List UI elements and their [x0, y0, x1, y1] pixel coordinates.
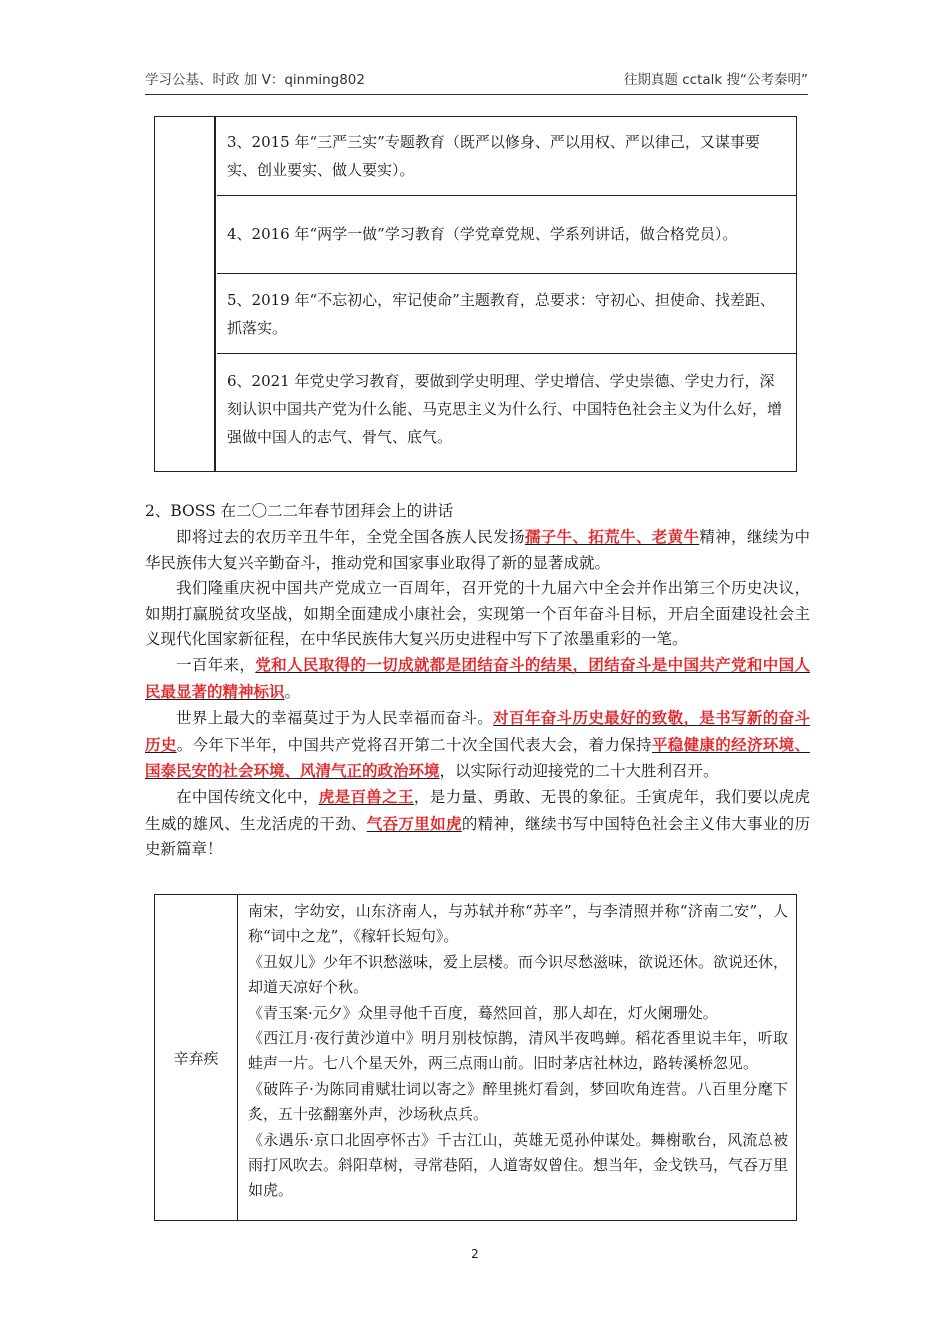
- table-row: 3、2015 年“三严三实”专题教育（既严以修身、严以用权、严以律己，又谋事要实、创业要实、做人要实）。: [217, 117, 796, 196]
- poet-line: 《破阵子·为陈同甫赋壮词以寄之》醉里挑灯看剑，梦回吹角连营。八百里分麾下炙，五十弦翻塞外声，沙场秋点兵。: [248, 1079, 788, 1124]
- page-header: [145, 66, 808, 95]
- header-right-text: 往期真题 cctalk 搜“公考秦明”: [623, 72, 808, 88]
- paragraph: 即将过去的农历辛丑牛年，全党全国各族人民发扬孺子牛、拓荒牛、老黄牛精神，继续为中华民族伟大复兴辛勤奋斗，推动党和国家事业取得了新的显著成就。: [145, 527, 810, 572]
- poet-name: 辛弃疾: [173, 1049, 219, 1067]
- paragraph: 在中国传统文化中，虎是百兽之王，是力量、勇敢、无畏的象征。壬寅虎年，我们要以虎虎生威的雄风、生龙活虎的干劲、气吞万里如虎的精神，继续书写中国特色社会主义伟大事业的历史新篇章！: [145, 787, 810, 859]
- highlight: 孺子牛、拓荒牛、老黄牛: [524, 527, 700, 547]
- speech-section: [145, 499, 810, 863]
- header-left-text: 学习公基、时政 加 V：qinming802: [145, 72, 365, 88]
- paragraph: 我们隆重庆祝中国共产党成立一百周年，召开党的十九届六中全会并作出第三个历史决议，如期打赢脱贫攻坚战，如期全面建成小康社会，实现第一个百年奋斗目标，开启全面建设社会主义现代化国家新征程，在中华民族伟大复兴历史进程中写下了浓墨重彩的一笔。: [145, 579, 810, 649]
- poet-line: 《永遇乐·京口北固亭怀古》千古江山，英雄无觅孙仲谋处。舞榭歌台，风流总被雨打风吹去。斜阳草树，寻常巷陌，人道寄奴曾住。想当年，金戈铁马，气吞万里如虎。: [248, 1130, 789, 1200]
- poet-name-cell: [155, 895, 238, 1220]
- paragraph: 世界上最大的幸福莫过于为人民幸福而奋斗。对百年奋斗历史最好的致敬，是书写新的奋斗历史。今年下半年，中国共产党将召开第二十次全国代表大会，着力保持平稳健康的经济环境、国泰民安的社会环境、风清气正的政治环境，以实际行动迎接党的二十大胜利召开。: [145, 708, 810, 781]
- poet-line: 《丑奴儿》少年不识愁滋味，爱上层楼。而今识尽愁滋味，欲说还休。欲说还休，却道天凉好个秋。: [248, 952, 789, 997]
- paragraph: 一百年来，党和人民取得的一切成就都是团结奋斗的结果，团结奋斗是中国共产党和中国人民最显著的精神标识。: [145, 655, 810, 701]
- highlight: 党和人民取得的一切成就都是团结奋斗的结果，团结奋斗是中国共产党和中国人民最显著的精神标识: [145, 655, 810, 701]
- highlight: 平稳健康的经济环境、国泰民安的社会环境、风清气正的政治环境: [145, 734, 810, 781]
- poet-table: [154, 894, 797, 1221]
- table-row: 6、2021 年党史学习教育，要做到学史明理、学史增信、学史崇德、学史力行，深刻认识中国共产党为什么能、马克思主义为什么行、中国特色社会主义为什么好，增强做中国人的志气、骨气、底气。: [227, 372, 783, 446]
- table-left-cell: [155, 117, 216, 471]
- table-row: 4、2016 年“两学一做”学习教育（学党章党规、学系列讲话，做合格党员）。: [217, 196, 796, 274]
- table-row: 5、2019 年“不忘初心，牢记使命”主题教育，总要求：守初心、担使命、找差距、抓落实。: [217, 274, 796, 354]
- highlight: 气吞万里如虎: [366, 813, 462, 833]
- poet-info-cell: [238, 895, 796, 1204]
- page-number: 2: [471, 1247, 479, 1261]
- poet-line: 《青玉案·元夕》众里寻他千百度，蓦然回首，那人却在，灯火阑珊处。: [248, 1003, 718, 1022]
- education-table: [154, 116, 797, 472]
- poet-line: 南宋，字幼安，山东济南人，与苏轼并称“苏辛”，与李清照并称“济南二安”，人称“词中之龙”，《稼轩长短句》。: [248, 902, 788, 946]
- section-title: 2、BOSS 在二〇二二年春节团拜会上的讲话: [145, 502, 454, 520]
- poet-line: 《西江月·夜行黄沙道中》明月别枝惊鹊，清风半夜鸣蝉。稻花香里说丰年，听取蛙声一片。七八个星天外，两三点雨山前。旧时茅店社林边，路转溪桥忽见。: [248, 1029, 788, 1073]
- highlight: 对百年奋斗历史最好的致敬，是书写新的奋斗历史: [145, 708, 810, 754]
- highlight: 虎是百兽之王: [318, 787, 414, 807]
